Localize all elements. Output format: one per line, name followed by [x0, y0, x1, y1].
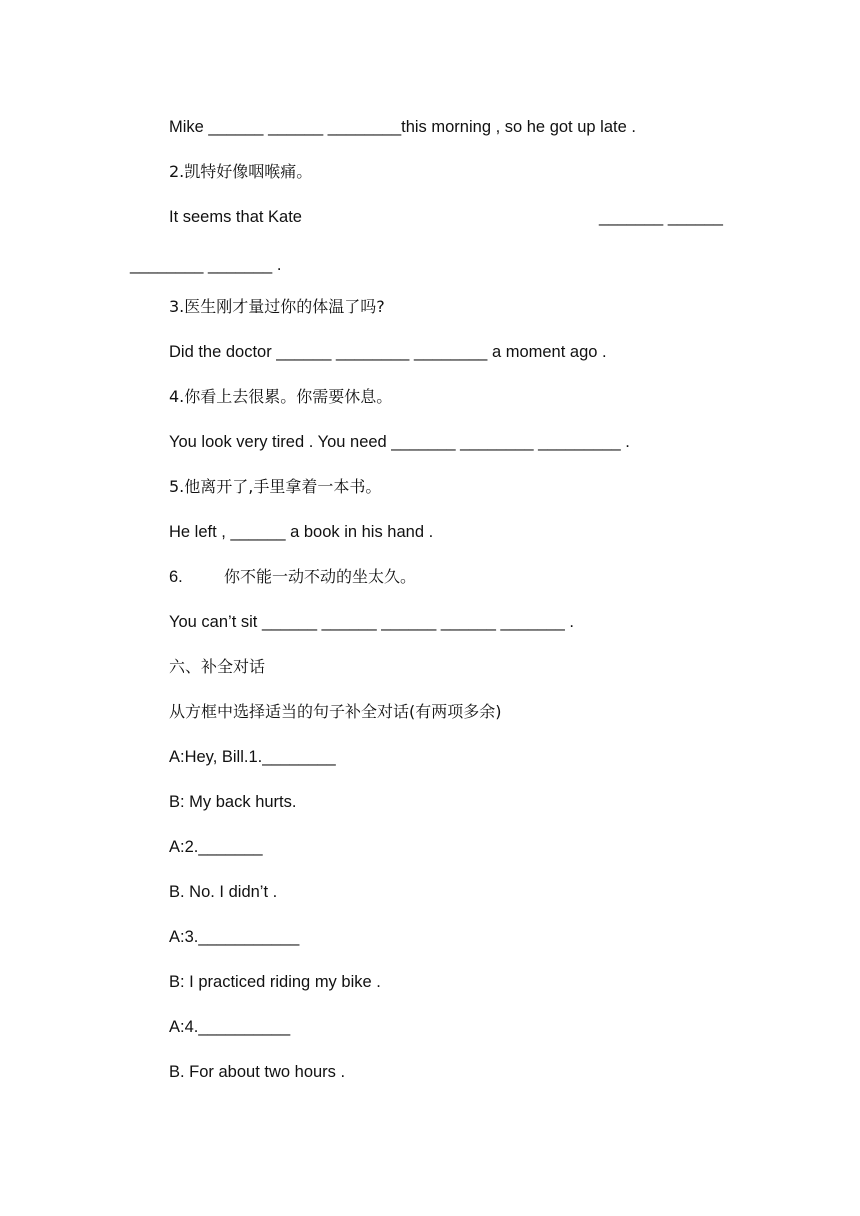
- question-6-chinese: 你不能一动不动的坐太久。: [224, 567, 417, 586]
- dialogue-line-b2: B. No. I didn’t .: [169, 883, 278, 901]
- dialogue-line-b1: B: My back hurts.: [169, 793, 297, 811]
- question-6-number: 6.: [169, 568, 183, 586]
- question-5-english: He left , ______ a book in his hand .: [169, 523, 434, 541]
- dialogue-line-a2: A:2._______: [169, 838, 263, 856]
- question-4-english: You look very tired . You need _______ ________ _________ .: [169, 433, 630, 451]
- section-six-instruction: 从方框中选择适当的句子补全对话(有两项多余): [169, 702, 502, 721]
- dialogue-line-b4: B. For about two hours .: [169, 1063, 346, 1081]
- sentence-line-1: Mike ______ ______ ________this morning , so he got up late .: [169, 118, 636, 136]
- dialogue-line-a3: A:3.___________: [169, 928, 300, 946]
- section-six-heading: 六、补全对话: [169, 657, 266, 676]
- question-2-chinese: 2.凯特好像咽喉痛。: [169, 162, 313, 181]
- question-2-blanks-a: _______ ______: [599, 208, 723, 226]
- question-4-chinese: 4.你看上去很累。你需要休息。: [169, 387, 393, 406]
- question-6-english: You can’t sit ______ ______ ______ ______ _______ .: [169, 613, 574, 631]
- dialogue-line-b3: B: I practiced riding my bike .: [169, 973, 381, 991]
- question-5-chinese: 5.他离开了,手里拿着一本书。: [169, 477, 382, 496]
- question-3-chinese: 3.医生刚才量过你的体温了吗?: [169, 297, 385, 316]
- dialogue-line-a1: A:Hey, Bill.1.________: [169, 748, 336, 766]
- question-3-english: Did the doctor ______ ________ ________ a moment ago .: [169, 343, 607, 361]
- question-2-english: It seems that Kate: [169, 208, 302, 226]
- question-2-blanks-b: ________ _______ .: [130, 256, 282, 274]
- dialogue-line-a4: A:4.__________: [169, 1018, 291, 1036]
